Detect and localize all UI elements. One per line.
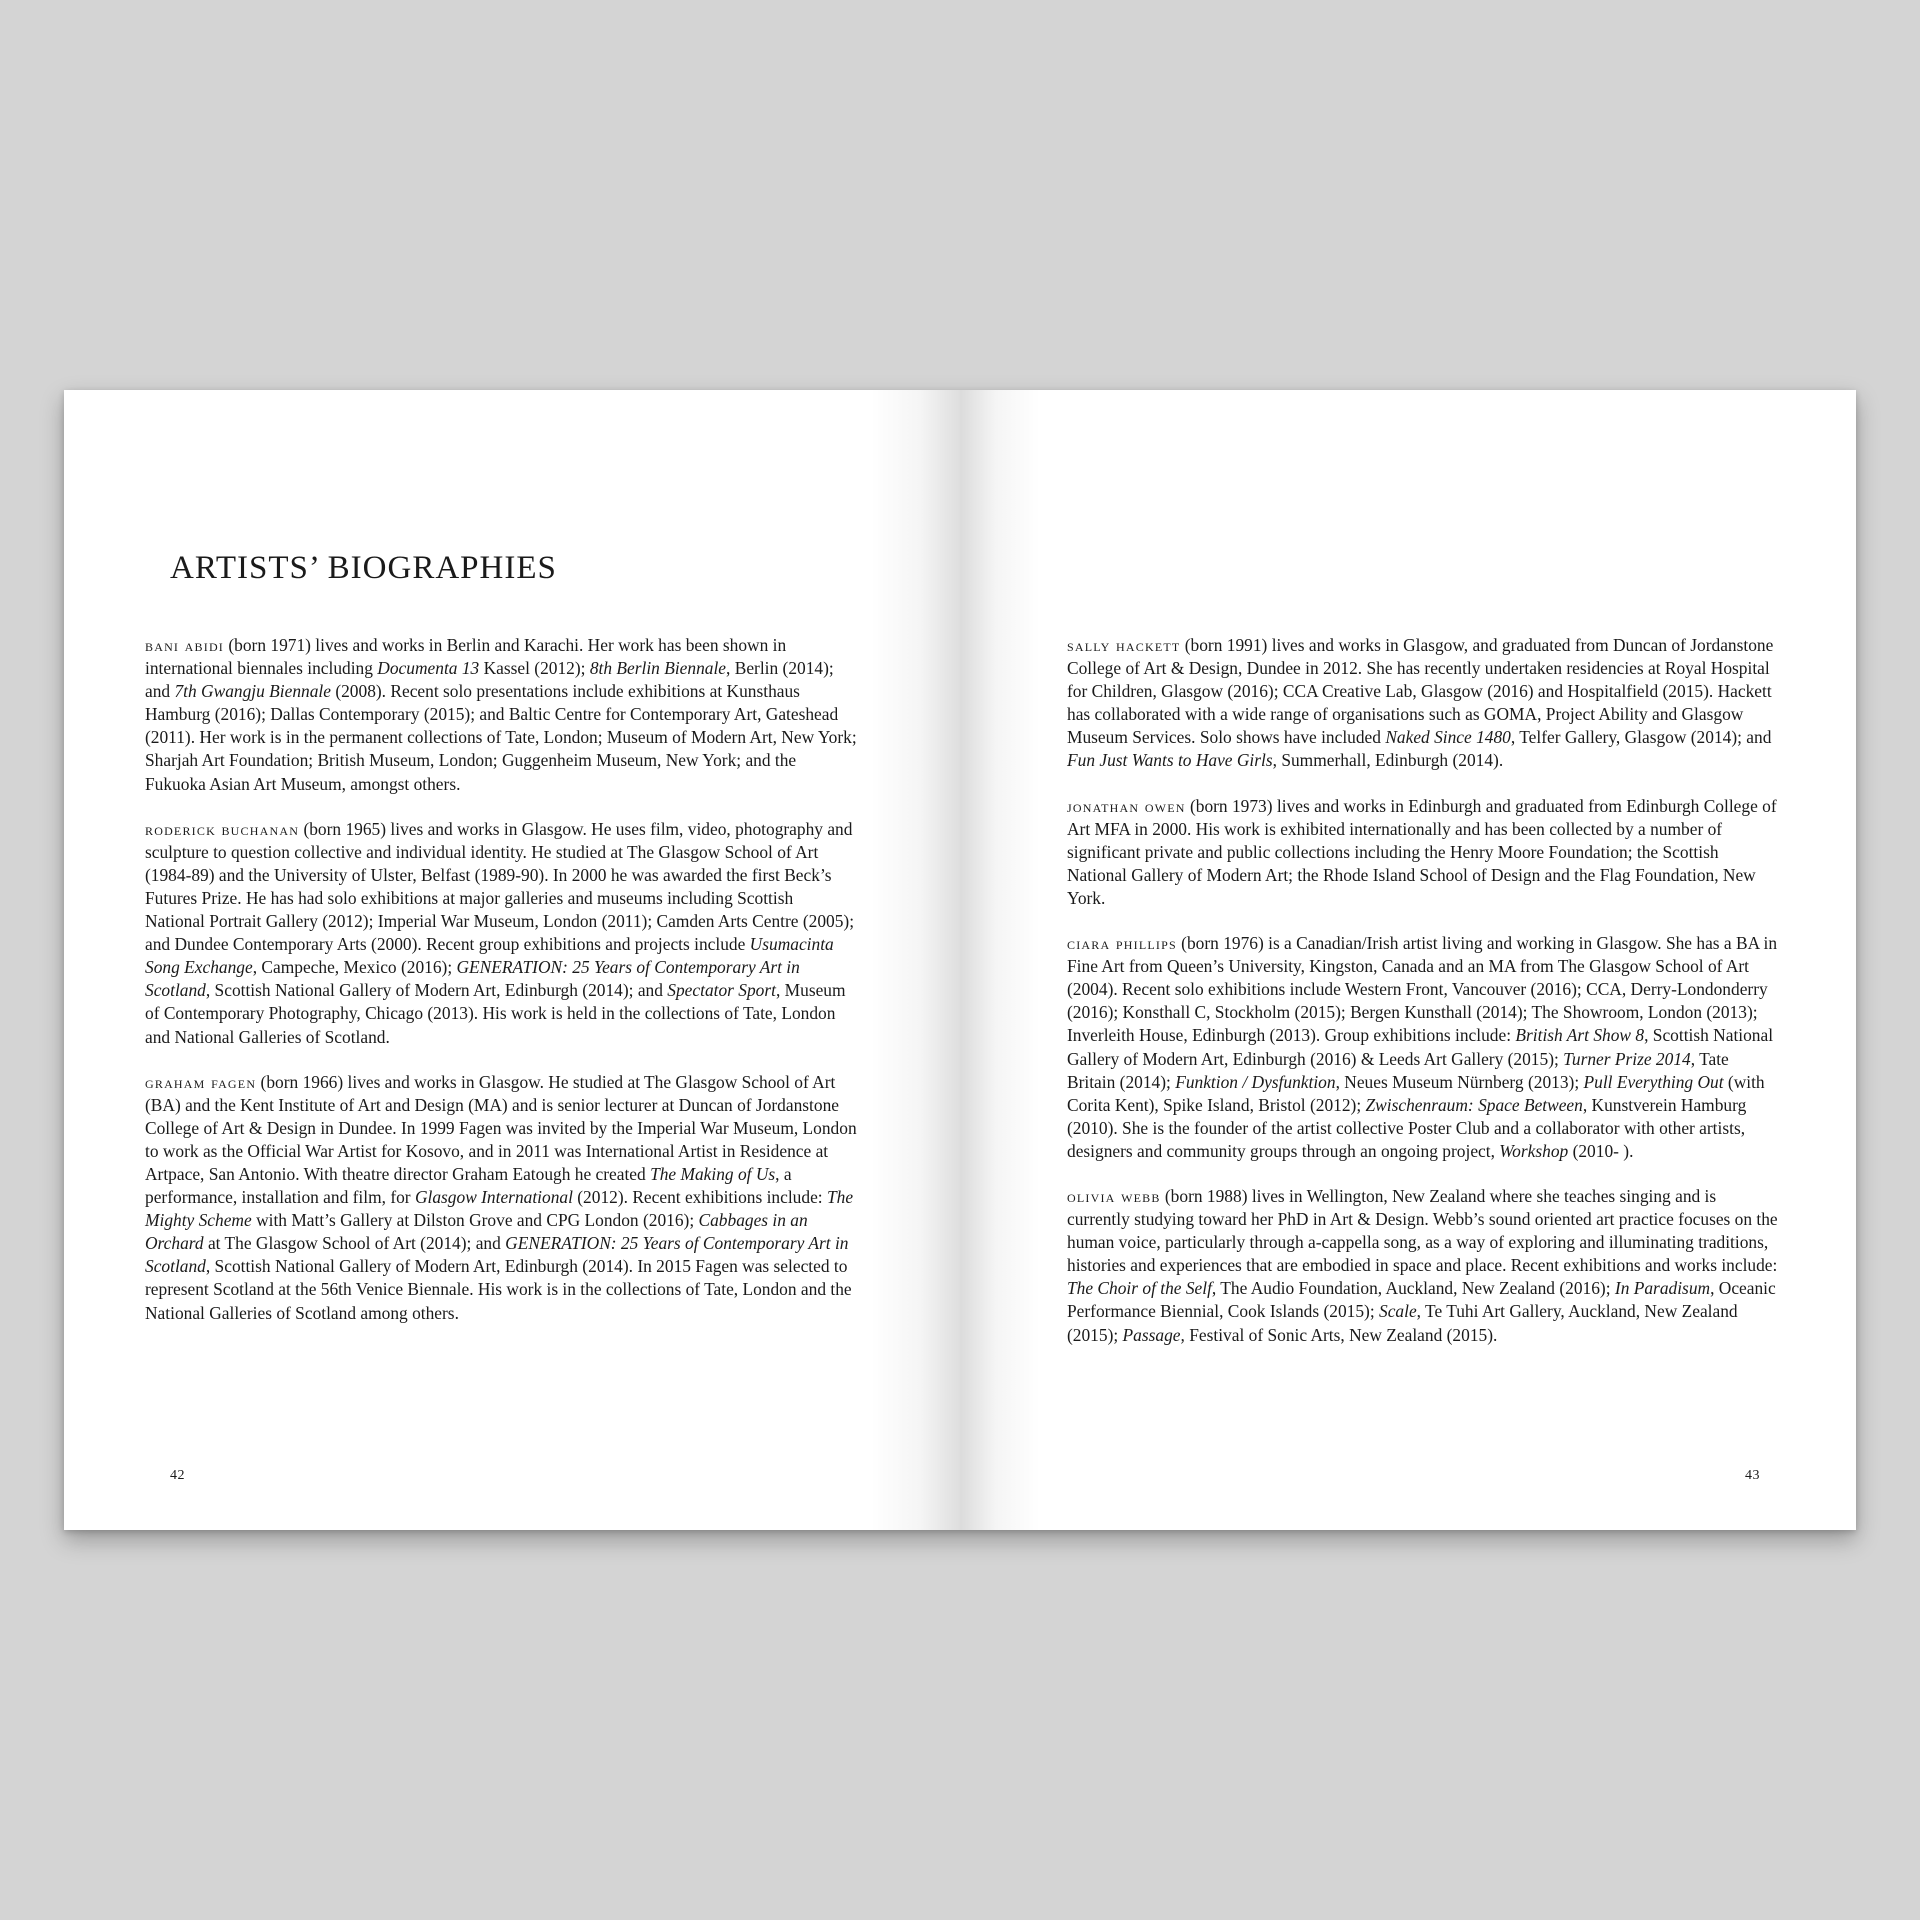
- gutter-shadow-right: [960, 390, 1040, 1530]
- artist-bio: [1067, 1185, 1779, 1347]
- artist-bio: [1067, 634, 1779, 773]
- bio-text: , Scottish National Gallery of Modern Art, Edinburgh (2016) & Leeds Art Gallery (2015);: [1067, 1025, 1774, 1069]
- work-title: GENERATION: 25 Years of Contemporary Art in Scotland: [145, 1233, 849, 1277]
- bio-text: , Berlin (2014); and: [145, 658, 834, 702]
- work-title: Zwischenraum: Space Between: [1365, 1094, 1583, 1115]
- bio-text: Kassel (2012);: [479, 658, 590, 679]
- work-title: The Mighty Scheme: [145, 1187, 854, 1231]
- bio-text: (born 1973) lives and works in Edinburgh and graduated from Edinburgh College of Art MFA in 2000. His work is exhibited internationally and has been collected by a number of significant private and public collections including the Henry Moore Foundation; the Scottish National Gallery of Modern Art; the Rhode Island School of Design and the Flag Foundation, New York.: [1067, 795, 1777, 908]
- bio-text: with Matt’s Gallery at Dilston Grove and CPG London (2016);: [251, 1210, 699, 1231]
- bio-text: , Scottish National Gallery of Modern Art, Edinburgh (2014). In 2015 Fagen was selected to represent Scotland at the 56th Venice Biennale. His work is in the collections of Tate, London and the National Galleries of Scotland among others.: [145, 1256, 852, 1323]
- page-heading: ARTISTS’ BIOGRAPHIES: [170, 550, 557, 586]
- bio-text: (born 1991) lives and works in Glasgow, and graduated from Duncan of Jordanstone College of Art & Design, Dundee in 2012. She has recently undertaken residencies at Royal Hospital for Children, Glasgow (2016); CCA Creative Lab, Glasgow (2016) and Hospitalfield (2015). Hackett has collaborated with a wide range of organisations such as GOMA, Project Ability and Glasgow Museum Services. Solo shows have included: [1067, 635, 1774, 748]
- left-page: [64, 390, 960, 1530]
- work-title: Funktion / Dysfunktion: [1175, 1071, 1336, 1092]
- artist-name: roderick buchanan: [145, 818, 300, 839]
- bio-text: (2012). Recent exhibitions include:: [572, 1187, 827, 1208]
- work-title: Usumacinta Song Exchange: [145, 934, 834, 978]
- bio-text: at The Glasgow School of Art (2014); and: [203, 1233, 506, 1254]
- work-title: Turner Prize 2014: [1563, 1048, 1691, 1069]
- work-title: Naked Since 1480: [1385, 727, 1511, 748]
- work-title: The Choir of the Self: [1067, 1278, 1212, 1299]
- bio-text: , Telfer Gallery, Glasgow (2014); and: [1510, 727, 1772, 748]
- bio-text: , Museum of Contemporary Photography, Chicago (2013). His work is held in the collections of Tate, London and National Galleries of Scotland.: [145, 980, 846, 1047]
- work-title: GENERATION: 25 Years of Contemporary Art in Scotland: [145, 957, 800, 1001]
- gutter-shadow-left: [870, 390, 960, 1530]
- bio-text: (born 1966) lives and works in Glasgow. He studied at The Glasgow School of Art (BA) and the Kent Institute of Art and Design (MA) and is senior lecturer at Duncan of Jordanstone College of Art & Design in Dundee. In 1999 Fagen was invited by the Imperial War Museum, London to work as the Official War Artist for Kosovo, and in 2011 was International Artist in Residence at Artpace, San Antonio. With theatre director Graham Eatough he created: [145, 1071, 857, 1184]
- work-title: The Making of Us: [650, 1163, 776, 1184]
- bio-text: , Neues Museum Nürnberg (2013);: [1335, 1071, 1584, 1092]
- bio-text: , Kunstverein Hamburg (2010). She is the founder of the artist collective Poster Club and a collaborator with other artists, designers and community groups through an ongoing project,: [1067, 1094, 1747, 1161]
- bio-text: , Te Tuhi Art Gallery, Auckland, New Zealand (2015);: [1067, 1301, 1738, 1345]
- right-bio-column: [1067, 634, 1779, 1369]
- artist-name: olivia webb: [1067, 1185, 1161, 1206]
- bio-text: , Tate Britain (2014);: [1067, 1048, 1729, 1092]
- bio-text: , a performance, installation and film, for: [145, 1163, 792, 1208]
- artist-name: jonathan owen: [1067, 795, 1186, 816]
- artist-bio: [145, 818, 857, 1049]
- page-number-left: 42: [170, 1468, 185, 1483]
- artist-name: ciara phillips: [1067, 933, 1177, 954]
- bio-text: (born 1976) is a Canadian/Irish artist living and working in Glasgow. She has a BA in Fine Art from Queen’s University, Kingston, Canada and an MA from The Glasgow School of Art (2004). Recent solo exhibitions include Western Front, Vancouver (2016); CCA, Derry-Londonderry (2016); Konsthall C, Stockholm (2015); Bergen Kunsthall (2014); The Showroom, London (2013); Inverleith House, Edinburgh (2013). Group exhibitions include:: [1067, 933, 1778, 1046]
- bio-text: , Campeche, Mexico (2016);: [252, 957, 457, 978]
- bio-text: (2008). Recent solo presentations include exhibitions at Kunsthaus Hamburg (2016); Dallas Contemporary (2015); and Baltic Centre for Contemporary Art, Gateshead (2011). Her work is in the permanent collections of Tate, London; Museum of Modern Art, New York; Sharjah Art Foundation; British Museum, London; Guggenheim Museum, New York; and the Fukuoka Asian Art Museum, amongst others.: [145, 681, 857, 794]
- work-title: Workshop: [1499, 1140, 1569, 1161]
- bio-text: (born 1971) lives and works in Berlin and Karachi. Her work has been shown in international biennales including: [145, 635, 787, 679]
- bio-text: (born 1965) lives and works in Glasgow. He uses film, video, photography and sculpture to question collective and individual identity. He studied at The Glasgow School of Art (1984-89) and the University of Ulster, Belfast (1989-90). In 2000 he was awarded the first Beck’s Futures Prize. He has had solo exhibitions at major galleries and museums including Scottish National Portrait Gallery (2012); Imperial War Museum, London (2011); Camden Arts Centre (2005); and Dundee Contemporary Arts (2000). Recent group exhibitions and projects include: [145, 818, 855, 955]
- bio-text: (with Corita Kent), Spike Island, Bristol (2012);: [1067, 1071, 1765, 1115]
- work-title: 8th Berlin Biennale: [589, 658, 727, 679]
- work-title: British Art Show 8: [1515, 1025, 1645, 1046]
- work-title: Glasgow International: [414, 1187, 573, 1208]
- artist-name: bani abidi: [145, 635, 225, 655]
- bio-text: , Summerhall, Edinburgh (2014).: [1272, 750, 1504, 771]
- work-title: Spectator Sport: [667, 980, 776, 1001]
- work-title: Documenta 13: [377, 658, 480, 679]
- bio-text: , Scottish National Gallery of Modern Art, Edinburgh (2014); and: [205, 980, 668, 1001]
- bio-text: , The Audio Foundation, Auckland, New Zealand (2016);: [1211, 1278, 1615, 1299]
- work-title: Scale: [1379, 1301, 1417, 1322]
- artist-name: sally hackett: [1067, 635, 1181, 655]
- work-title: Cabbages in an Orchard: [145, 1210, 808, 1254]
- artist-bio: [1067, 795, 1779, 910]
- work-title: Passage,: [1122, 1324, 1185, 1345]
- page-number-right: 43: [1745, 1468, 1760, 1483]
- book-spread: [64, 390, 1856, 1530]
- work-title: Pull Everything Out: [1583, 1071, 1724, 1092]
- bio-text: (2010- ).: [1568, 1140, 1634, 1161]
- work-title: 7th Gwangju Biennale: [174, 681, 331, 702]
- artist-bio: [145, 634, 857, 796]
- artist-bio: [145, 1071, 857, 1325]
- right-page: [960, 390, 1856, 1530]
- bio-text: (born 1988) lives in Wellington, New Zealand where she teaches singing and is currently studying toward her PhD in Art & Design. Webb’s sound oriented art practice focuses on the human voice, particularly through a-cappella song, as a way of exploring and illuminating traditions, histories and experiences that are embodied in space and place. Recent exhibitions and works include:: [1067, 1185, 1778, 1276]
- work-title: In Paradisum: [1614, 1278, 1711, 1299]
- artist-name: graham fagen: [145, 1071, 257, 1092]
- left-bio-column: [145, 634, 857, 1347]
- artist-bio: [1067, 932, 1779, 1163]
- bio-text: , Oceanic Performance Biennial, Cook Islands (2015);: [1067, 1278, 1776, 1322]
- bio-text: Festival of Sonic Arts, New Zealand (2015).: [1184, 1324, 1498, 1345]
- work-title: Fun Just Wants to Have Girls: [1067, 750, 1273, 771]
